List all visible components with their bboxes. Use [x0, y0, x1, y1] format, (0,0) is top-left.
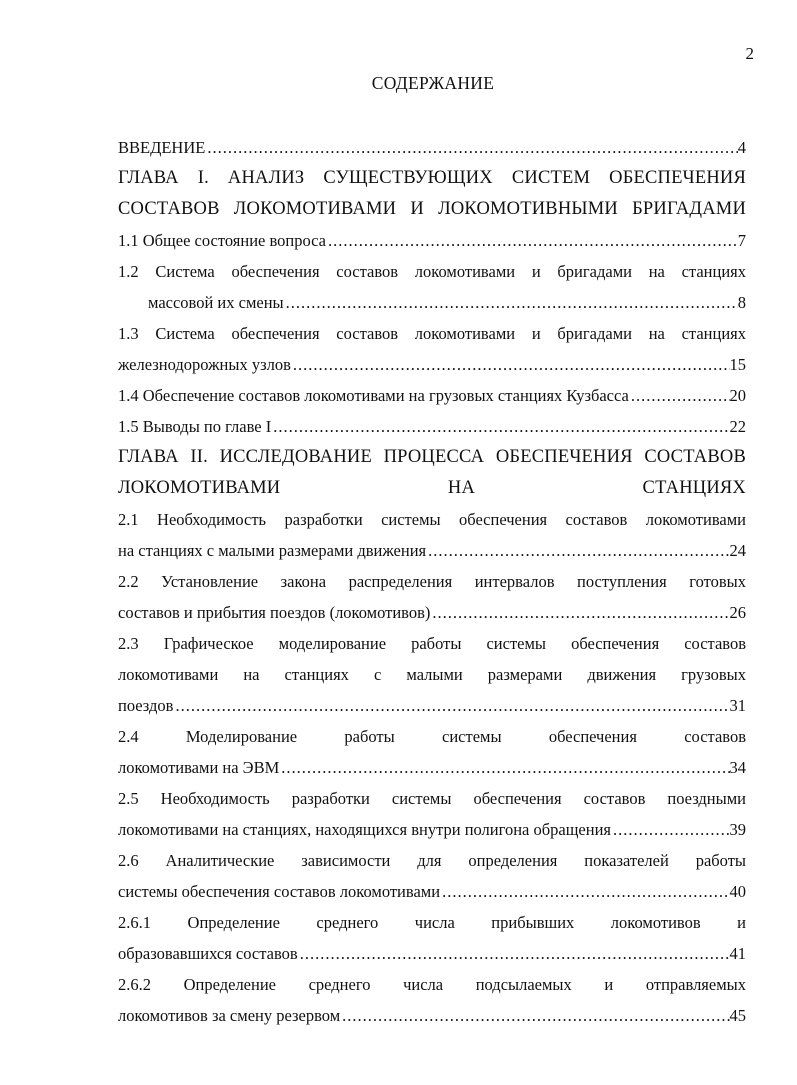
toc-entry[interactable]	[118, 411, 746, 442]
toc-page-number: 34	[729, 758, 746, 777]
toc-entry[interactable]	[118, 845, 746, 907]
toc-entry[interactable]	[118, 628, 746, 721]
dot-leader	[440, 876, 729, 907]
toc-page-number: 20	[729, 386, 746, 405]
toc-entry-text: 2.2 Установление закона распределения интервалов поступления готовых	[118, 572, 746, 591]
toc-entry-text: ГЛАВА II. ИССЛЕДОВАНИЕ ПРОЦЕССА ОБЕСПЕЧЕНИЯ СОСТАВОВ	[118, 447, 746, 467]
toc-entry[interactable]	[118, 783, 746, 845]
toc-entry-text: образовавшихся составов	[118, 944, 298, 963]
dot-leader	[426, 535, 729, 566]
toc-entry[interactable]	[118, 132, 746, 163]
toc-page-number: 15	[729, 355, 746, 374]
toc-entry-last-line	[118, 752, 746, 783]
toc-entry-text: 2.6 Аналитические зависимости для определения показателей работы	[118, 851, 746, 870]
toc-entry-text: 1.1 Общее состояние вопроса	[118, 231, 326, 250]
toc-entry-last-line	[118, 938, 746, 969]
toc-entry[interactable]	[118, 318, 746, 380]
toc-entry-last-line	[118, 380, 746, 411]
dot-leader	[279, 752, 729, 783]
toc-entry-last-line	[118, 876, 746, 907]
toc-entry-text: 2.3 Графическое моделирование работы системы обеспечения составов	[118, 634, 746, 653]
dot-leader	[340, 1000, 729, 1031]
toc-entry-text: железнодорожных узлов	[118, 355, 291, 374]
toc-entry[interactable]	[118, 566, 746, 628]
toc-entry-last-line	[118, 287, 746, 318]
table-of-contents	[118, 132, 746, 1031]
toc-page-number: 24	[729, 541, 746, 560]
toc-page-number: 26	[729, 603, 746, 622]
toc-entry-last-line	[118, 1000, 746, 1031]
dot-leader	[611, 814, 729, 845]
dot-leader	[271, 411, 729, 442]
toc-entry-text: ВВЕДЕНИЕ	[118, 138, 206, 157]
toc-entry-last-line	[118, 814, 746, 845]
dot-leader	[205, 132, 737, 163]
page-number: 2	[745, 44, 754, 63]
toc-entry-text: поездов	[118, 696, 174, 715]
dot-leader	[326, 225, 738, 256]
dot-leader	[430, 597, 729, 628]
toc-entry-text: 2.5 Необходимость разработки системы обеспечения составов поездными	[118, 789, 746, 808]
toc-entry[interactable]	[118, 380, 746, 411]
dot-leader	[173, 690, 729, 721]
toc-page-number: 8	[737, 293, 746, 312]
dot-leader	[629, 380, 730, 411]
toc-entry-last-line	[118, 690, 746, 721]
toc-entry-last-line	[118, 597, 746, 628]
dot-leader	[284, 287, 738, 318]
toc-entry-text: на станциях с малыми размерами движения	[118, 541, 427, 560]
toc-entry-text: составов и прибытия поездов (локомотивов)	[118, 603, 431, 622]
toc-page-number: 4	[737, 138, 746, 157]
toc-entry-text: 2.6.1 Определение среднего числа прибывших локомотивов и	[118, 913, 746, 932]
toc-entry-text: локомотивами на ЭВМ	[118, 758, 280, 777]
toc-entry-text: 1.3 Система обеспечения составов локомотивами и бригадами на станциях	[118, 324, 746, 343]
toc-page-number: 41	[729, 944, 746, 963]
toc-entry-text: системы обеспечения составов локомотивами	[118, 882, 441, 901]
toc-entry[interactable]	[118, 721, 746, 783]
toc-entry-text: ГЛАВА I. АНАЛИЗ СУЩЕСТВУЮЩИХ СИСТЕМ ОБЕСПЕЧЕНИЯ	[118, 168, 746, 188]
toc-entry-text: 2.1 Необходимость разработки системы обеспечения составов локомотивами	[118, 510, 746, 529]
toc-entry[interactable]	[118, 442, 746, 504]
toc-entry-last-line	[118, 411, 746, 442]
toc-page-number: 40	[729, 882, 746, 901]
toc-entry[interactable]	[118, 907, 746, 969]
dot-leader	[291, 349, 730, 380]
toc-page-number: 7	[737, 231, 746, 250]
toc-entry-text: массовой их смены	[148, 293, 284, 312]
toc-entry-text: 2.4 Моделирование работы системы обеспечения составов	[118, 727, 746, 746]
toc-entry-last-line	[118, 535, 746, 566]
toc-entry[interactable]	[118, 969, 746, 1031]
toc-page-number: 31	[729, 696, 746, 715]
toc-entry-last-line	[118, 132, 746, 163]
toc-entry-text: 1.2 Система обеспечения составов локомотивами и бригадами на станциях	[118, 262, 746, 281]
toc-entry-text: локомотивами на станциях с малыми размерами движения грузовых	[118, 665, 746, 684]
toc-entry-text: 2.6.2 Определение среднего числа подсылаемых и отправляемых	[118, 975, 746, 994]
toc-page-number: 22	[729, 417, 746, 436]
toc-entry-last-line	[118, 225, 746, 256]
toc-entry[interactable]	[118, 504, 746, 566]
toc-entry-last-line	[118, 349, 746, 380]
toc-entry[interactable]	[118, 256, 746, 318]
page-title: СОДЕРЖАНИЕ	[371, 73, 495, 93]
toc-entry-text: локомотивами на станциях, находящихся внутри полигона обращения	[118, 820, 612, 839]
toc-entry[interactable]	[118, 225, 746, 256]
toc-entry[interactable]	[118, 163, 746, 225]
toc-page-number: 39	[729, 820, 746, 839]
dot-leader	[298, 938, 730, 969]
toc-page-number: 45	[729, 1006, 746, 1025]
toc-entry-text: 1.5 Выводы по главе I	[118, 417, 272, 436]
toc-entry-text: СОСТАВОВ ЛОКОМОТИВАМИ И ЛОКОМОТИВНЫМИ БРИГАДАМИ	[118, 199, 746, 219]
toc-entry-text: локомотивов за смену резервом	[118, 1006, 341, 1025]
toc-entry-text: ЛОКОМОТИВАМИ НА СТАНЦИЯХ	[118, 478, 746, 498]
toc-entry-text: 1.4 Обеспечение составов локомотивами на грузовых станциях Кузбасса	[118, 386, 629, 405]
